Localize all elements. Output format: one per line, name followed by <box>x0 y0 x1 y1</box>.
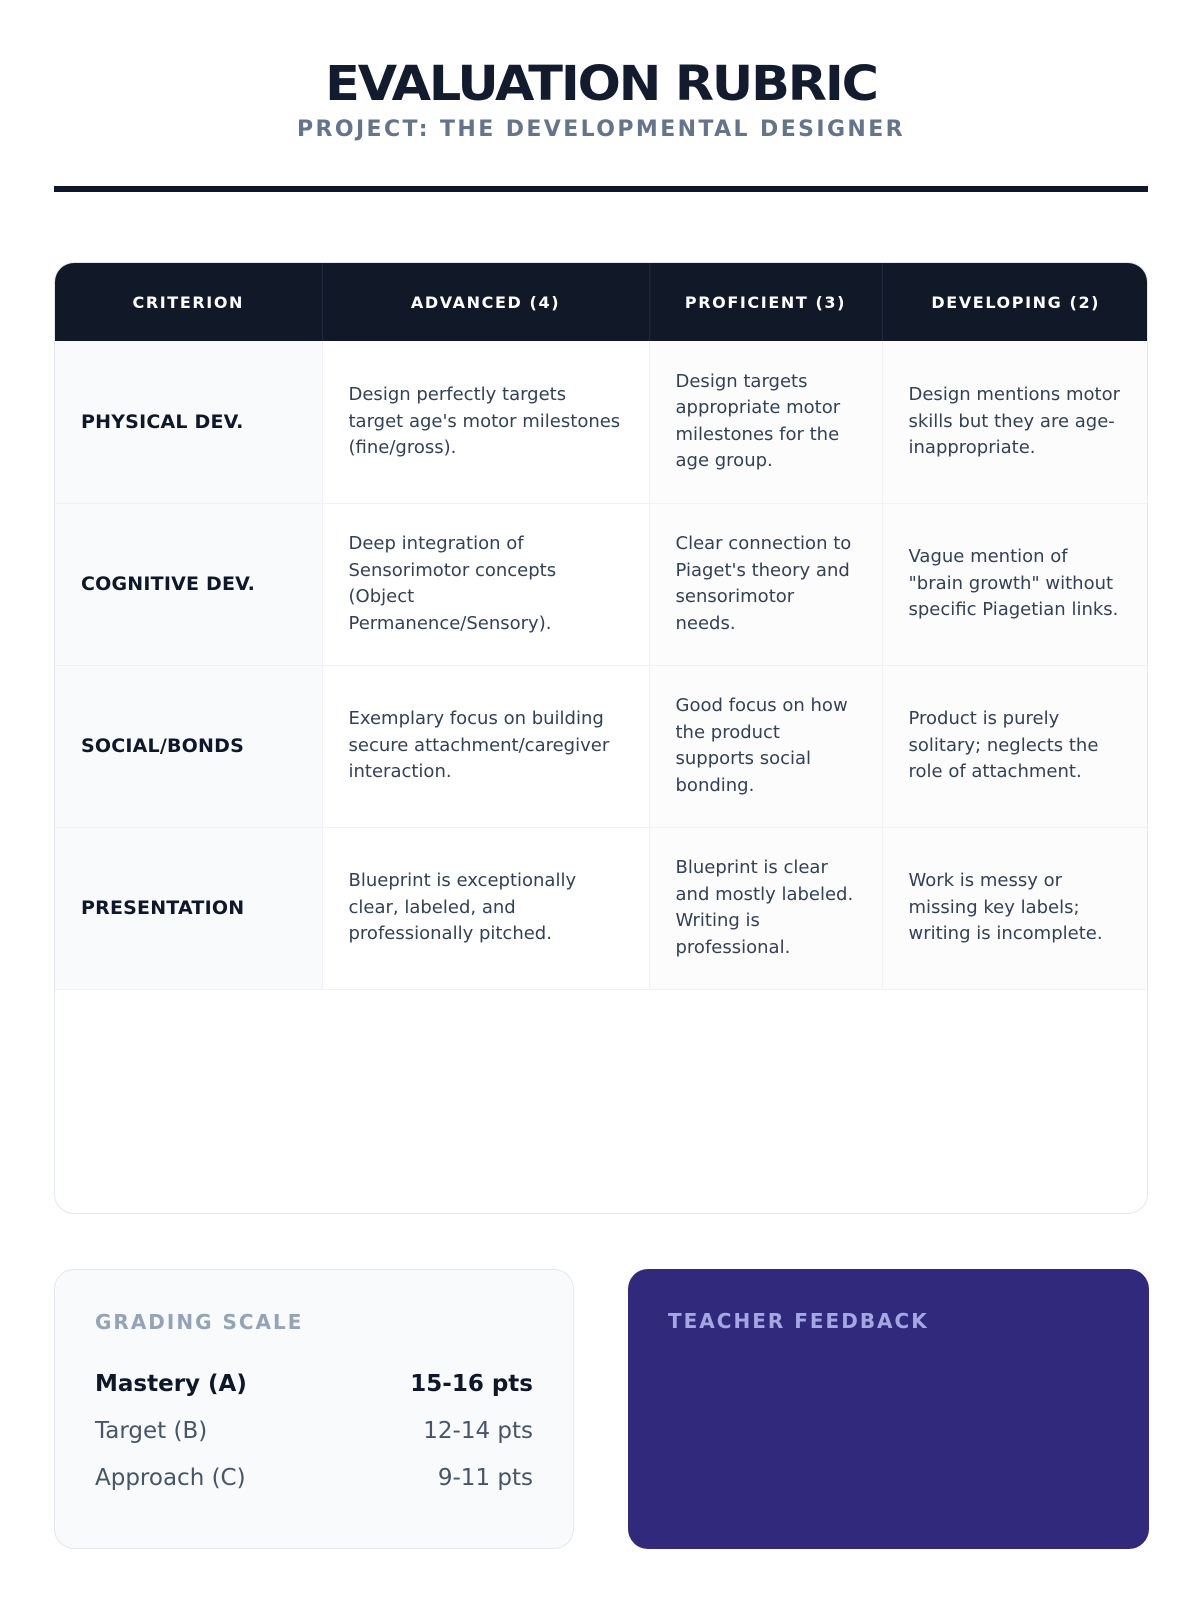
column-header-developing: DEVELOPING (2) <box>931 292 1101 312</box>
page-title: EVALUATION RUBRIC <box>325 56 877 112</box>
grading-scale-card <box>54 1269 574 1549</box>
advanced-cell: Blueprint is exceptionally clear, labeled, and professionally pitched. <box>322 827 649 989</box>
proficient-cell: Clear connection to Piaget's theory and sensorimotor needs. <box>649 503 882 665</box>
developing-cell: Product is purely solitary; neglects the role of attachment. <box>882 665 1148 827</box>
criterion-cell: SOCIAL/BONDS <box>55 665 322 827</box>
proficient-cell: Good focus on how the product supports social bonding. <box>649 665 882 827</box>
proficient-cell: Design targets appropriate motor milestones for the age group. <box>649 341 882 503</box>
column-header-proficient: PROFICIENT (3) <box>649 263 882 341</box>
table-row <box>55 827 1148 989</box>
developing-cell: Work is messy or missing key labels; writing is incomplete. <box>882 827 1148 989</box>
developing-cell: Vague mention of "brain growth" without specific Piagetian links. <box>882 503 1148 665</box>
page-header <box>54 56 1148 144</box>
rubric-table-card <box>54 262 1148 1214</box>
grade-points: 9-11 pts <box>437 1464 533 1491</box>
grade-points: 12-14 pts <box>423 1417 533 1444</box>
rubric-table <box>55 263 1148 990</box>
grading-scale-row <box>95 1454 533 1501</box>
grade-points: 15-16 pts <box>410 1370 533 1397</box>
page-subtitle: PROJECT: THE DEVELOPMENTAL DESIGNER <box>297 117 905 142</box>
table-row <box>55 341 1148 503</box>
column-header-criterion: CRITERION <box>55 263 322 341</box>
rubric-header-row <box>55 263 1148 341</box>
grade-label: Target (B) <box>95 1417 208 1444</box>
criterion-cell: PHYSICAL DEV. <box>55 341 322 503</box>
grading-scale-list <box>95 1360 533 1501</box>
proficient-cell: Blueprint is clear and mostly labeled. Writing is professional. <box>649 827 882 989</box>
advanced-cell: Design perfectly targets target age's motor milestones (fine/gross). <box>322 341 649 503</box>
grade-label: Approach (C) <box>95 1464 246 1491</box>
advanced-cell: Deep integration of Sensorimotor concepts (Object Permanence/Sensory). <box>322 503 649 665</box>
table-row <box>55 503 1148 665</box>
grade-label: Mastery (A) <box>95 1370 247 1397</box>
column-header-advanced: ADVANCED (4) <box>322 263 649 341</box>
grading-scale-row <box>95 1360 533 1407</box>
criterion-cell: COGNITIVE DEV. <box>55 503 322 665</box>
criterion-cell: PRESENTATION <box>55 827 322 989</box>
table-row <box>55 665 1148 827</box>
teacher-feedback-card[interactable] <box>628 1269 1149 1549</box>
header-divider <box>54 186 1148 192</box>
teacher-feedback-heading: TEACHER FEEDBACK <box>668 1309 929 1333</box>
grading-scale-row <box>95 1407 533 1454</box>
advanced-cell: Exemplary focus on building secure attachment/caregiver interaction. <box>322 665 649 827</box>
grading-scale-heading: GRADING SCALE <box>95 1310 304 1334</box>
developing-cell: Design mentions motor skills but they are age-inappropriate. <box>882 341 1148 503</box>
